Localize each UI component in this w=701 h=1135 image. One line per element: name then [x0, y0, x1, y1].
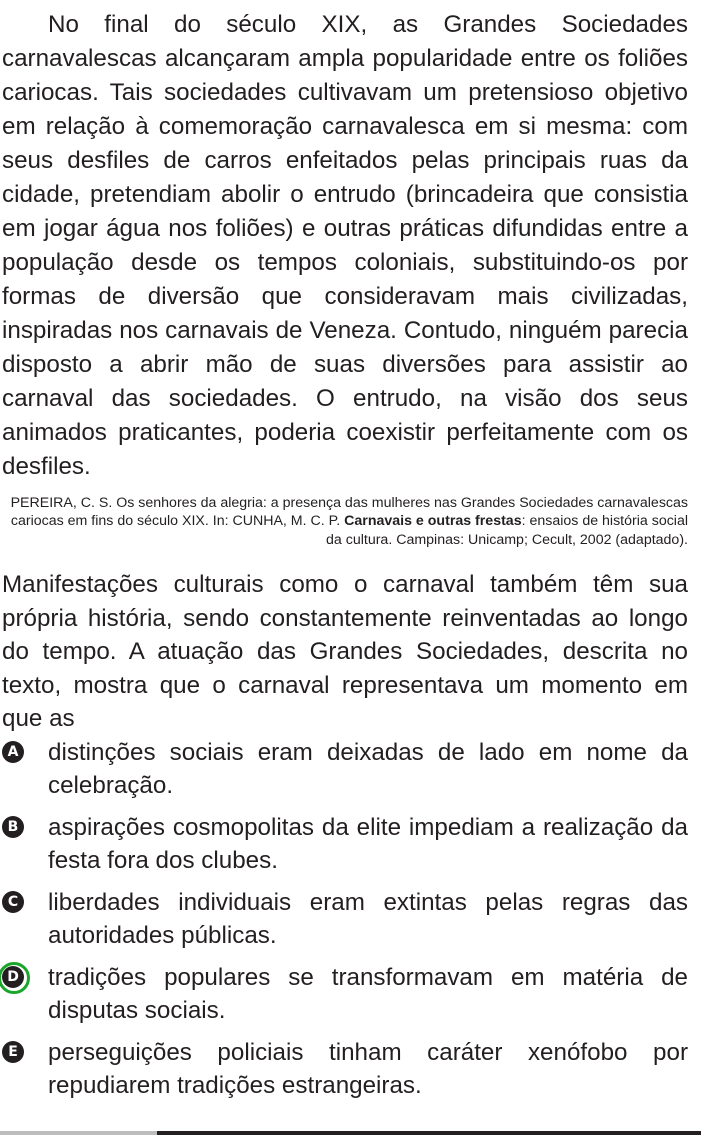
citation-title: Carnavais e outras frestas	[344, 513, 522, 530]
option-c-letter-badge: C	[2, 891, 24, 913]
question-stem: Manifestações culturais como o carnaval também têm sua própria história, sendo constantemente reinventadas ao longo do tempo. A atuação das Grandes Sociedades, descrita no texto, mostra que o carnaval representava um momento em que as	[2, 571, 688, 733]
answer-options	[2, 736, 688, 1102]
bottom-divider-dark	[157, 1131, 701, 1135]
option-e[interactable]	[2, 1036, 688, 1102]
option-d[interactable]	[2, 961, 688, 1027]
question-page	[2, 8, 688, 1111]
option-d-text: tradições populares se transformavam em matéria de disputas sociais.	[48, 963, 688, 1024]
citation-suffix: : ensaios de história social da cultura. Campinas: Unicamp; Cecult, 2002 (adaptado).	[326, 513, 688, 548]
option-a-letter-badge: A	[2, 741, 24, 763]
option-e-text: perseguições policiais tinham caráter xenófobo por repudiarem tradições estrangeiras.	[48, 1038, 688, 1099]
option-a-text: distinções sociais eram deixadas de lado em nome da celebração.	[48, 738, 688, 799]
option-d-letter-badge: D	[2, 966, 24, 988]
option-c-text: liberdades individuais eram extintas pelas regras das autoridades públicas.	[48, 888, 688, 949]
citation	[2, 494, 688, 549]
citation-prefix: PEREIRA, C. S. Os senhores da alegria: a presença das mulheres nas Grandes Sociedades carnavalescas cariocas em fins do século XIX. In: CUNHA, M. C. P.	[10, 495, 688, 530]
bottom-divider-light	[0, 1131, 157, 1135]
option-c[interactable]	[2, 886, 688, 952]
option-e-letter-badge: E	[2, 1041, 24, 1063]
passage-text: No final do século XIX, as Grandes Sociedades carnavalescas alcançaram ampla popularidade entre os foliões cariocas. Tais sociedades cultivavam um pretensioso objetivo em relação à comemoração carnavalesca em si mesma: com seus desfiles de carros enfeitados pelas principais ruas da cidade, pretendiam abolir o entrudo (brincadeira que consistia em jogar água nos foliões) e outras práticas difundidas entre a população desde os tempos coloniais, substituindo-os por formas de diversão que consideravam mais civilizadas, inspiradas nos carnavais de Veneza. Contudo, ninguém parecia disposto a abrir mão de suas diversões para assistir ao carnaval das sociedades. O entrudo, na visão dos seus animados praticantes, poderia coexistir perfeitamente com os desfiles.	[2, 11, 688, 480]
option-a[interactable]	[2, 736, 688, 802]
option-b-letter-badge: B	[2, 816, 24, 838]
option-b[interactable]	[2, 811, 688, 877]
option-b-text: aspirações cosmopolitas da elite impediam a realização da festa fora dos clubes.	[48, 813, 688, 874]
